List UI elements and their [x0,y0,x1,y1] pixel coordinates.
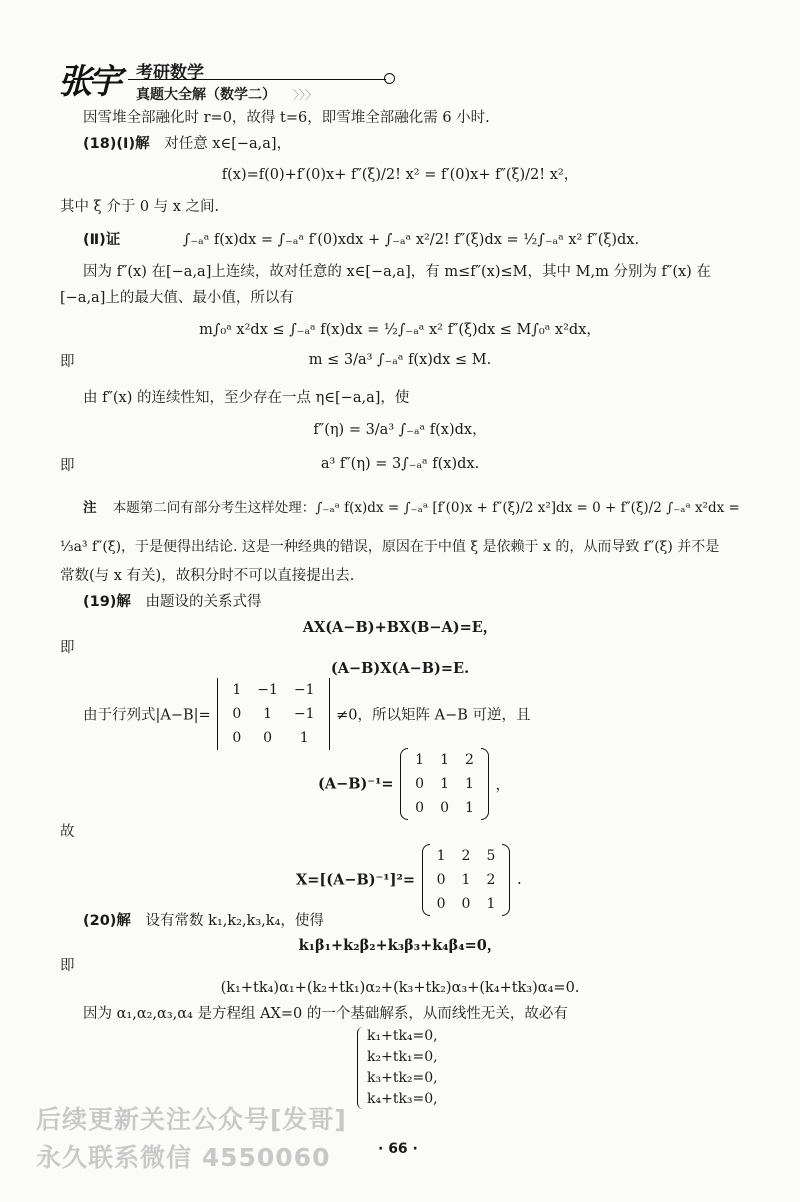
note-text: 本题第二问有部分考生这样处理：∫₋ₐᵃ f(x)dx = ∫₋ₐᵃ [f′(0)x + f″(ξ)/2 x²]dx = 0 + f″(ξ)/2 ∫₋ₐᵃ x²dx = [112,500,740,516]
text-segment: (A−B)⁻¹= [318,775,394,793]
matrix-cell: 1 [464,800,474,816]
x-matrix [422,844,511,916]
author-signature-logo: 张宇 [58,62,118,102]
chevron-right-icon: 〉〉〉 [293,88,318,102]
matrix-cell: 5 [486,848,496,864]
formula-eta: f″(η) = 3/a³ ∫₋ₐᵃ f(x)dx， [313,422,487,438]
x-line [296,844,522,916]
header-rule-end-circle [384,73,395,84]
matrix-row [407,748,482,772]
matrix-cell: −1 [293,682,315,698]
determinant-line [83,678,531,750]
matrix-row [429,868,504,892]
note-line [83,498,740,518]
watermark-line: 永久联系微信 4550060 [36,1143,331,1172]
problem-19-heading [83,592,262,612]
matrix-cell: 1 [436,848,446,864]
problem-18-heading [83,134,291,154]
text-segment: ≠0，所以矩阵 A−B 可逆，且 [336,707,531,724]
text-segment: X=[(A−B)⁻¹]²= [296,871,416,889]
watermark-line: 后续更新关注公众号[发哥] [36,1105,347,1134]
note-label: 注 [83,500,97,516]
text-line: 由 f″(x) 的连续性知，至少存在一点 η∈[−a,a]，使 [83,390,410,406]
note-line: 常数(与 x 有关)，故积分时不可以直接提出去. [60,568,355,584]
formula-linear-combo: k₁β₁+k₂β₂+k₃β₃+k₄β₄=0， [298,937,502,954]
matrix-grid [407,748,482,820]
matrix-row [429,892,504,916]
text-line: 因为 f″(x) 在[−a,a]上连续，故对任意的 x∈[−a,a]，有 m≤f″(x)≤M，其中 M,m 分别为 f″(x) 在 [83,264,711,280]
matrix-cell: 2 [464,752,474,768]
matrix-cell: 1 [464,776,474,792]
matrix-grid [224,678,322,750]
problem-text: 由题设的关系式得 [145,594,262,610]
equation-system-row: k₂+tk₁=0, [367,1049,438,1065]
connective-ji: 即 [60,354,75,370]
problem-label: (20)解 [83,913,131,929]
matrix-cell: 1 [486,896,496,912]
matrix-row [429,844,504,868]
text-line: 因为 α₁,α₂,α₃,α₄ 是方程组 AX=0 的一个基础解系，从而线性无关，故必有 [83,1006,568,1022]
matrix-cell: 0 [263,730,273,746]
matrix-cell: 1 [415,752,425,768]
problem-text: 对任意 x∈[−a,a]， [164,136,292,152]
determinant-matrix [217,678,329,750]
matrix-cell: 0 [232,706,242,722]
matrix-cell: 0 [232,730,242,746]
equation-system-row: k₁+tk₄=0, [367,1028,438,1044]
problem-label: (18)(Ⅰ)解 [83,136,150,152]
matrix-row [224,726,322,750]
connective-gu: 故 [60,824,75,840]
inverse-line [318,748,510,820]
formula-integral: ∫₋ₐᵃ f(x)dx = ∫₋ₐᵃ f′(0)xdx + ∫₋ₐᵃ x²/2! f″(ξ)dx = ½∫₋ₐᵃ x² f″(ξ)dx. [182,232,640,248]
matrix-row [407,772,482,796]
matrix-cell: 1 [461,872,471,888]
matrix-row [407,796,482,820]
book-subtitle: 真题大全解（数学二） [136,87,276,103]
matrix-cell: 2 [486,872,496,888]
proof-label: (Ⅱ)证 [83,232,121,248]
note-line: ⅓a³ f″(ξ)，于是便得出结论. 这是一种经典的错误，原因在于中值 ξ 是依赖于 x 的，从而导致 f″(ξ) 并不是 [60,539,720,555]
matrix-cell: 1 [232,682,242,698]
matrix-grid [429,844,504,916]
text-segment: . [517,872,522,888]
connective-ji: 即 [60,958,75,974]
matrix-cell: 0 [461,896,471,912]
equation-system-row: k₄+tk₃=0, [367,1091,438,1107]
matrix-cell: −1 [293,706,315,722]
matrix-cell: 1 [440,776,449,792]
formula-matrix-eq: AX(A−B)+BX(B−A)=E， [302,619,498,636]
matrix-cell: 1 [440,752,449,768]
equation-system-row: k₃+tk₂=0, [367,1070,438,1086]
text-segment: ， [495,777,511,794]
problem-label: (19)解 [83,594,131,610]
matrix-cell: 0 [436,896,446,912]
problem-text: 设有常数 k₁,k₂,k₃,k₄，使得 [145,913,324,929]
formula-taylor: f(x)=f(0)+f′(0)x+ f″(ξ)/2! x² = f′(0)x+ f″(ξ)/2! x²， [221,167,579,183]
matrix-cell: 0 [436,872,446,888]
matrix-cell: 1 [299,730,309,746]
matrix-cell: 0 [415,800,425,816]
text-segment: 由于行列式|A−B|= [83,707,211,724]
matrix-cell: 0 [440,800,449,816]
text-line: 因雪堆全部融化时 r=0，故得 t=6，即雪堆全部融化需 6 小时. [83,110,490,126]
matrix-cell: 2 [461,848,471,864]
formula-matrix-eq2: (A−B)X(A−B)=E. [330,660,470,677]
matrix-cell: −1 [257,682,278,698]
text-line: [−a,a]上的最大值、最小值，所以有 [60,290,294,306]
formula-inequality: m ≤ 3/a³ ∫₋ₐᵃ f(x)dx ≤ M. [308,352,492,368]
proof-part-2 [83,230,639,250]
inverse-matrix [400,748,489,820]
header-rule [128,79,386,80]
matrix-row [224,678,322,702]
formula-expansion: (k₁+tk₄)α₁+(k₂+tk₁)α₂+(k₃+tk₂)α₃+(k₄+tk₃)α₄=0. [220,980,580,996]
matrix-row [224,702,322,726]
page-number: · 66 · [378,1141,418,1157]
book-series-title: 考研数学 [136,63,204,83]
text-line: 其中 ξ 介于 0 与 x 之间. [60,199,220,215]
problem-20-heading [83,911,324,931]
formula-bound: m∫₀ᵃ x²dx ≤ ∫₋ₐᵃ f(x)dx = ½∫₋ₐᵃ x² f″(ξ)dx ≤ M∫₀ᵃ x²dx， [199,322,601,338]
matrix-cell: 1 [263,706,273,722]
formula-result: a³ f″(η) = 3∫₋ₐᵃ f(x)dx. [320,456,480,472]
connective-ji: 即 [60,458,75,474]
matrix-cell: 0 [415,776,425,792]
connective-ji: 即 [60,640,75,656]
left-brace [357,1027,366,1109]
